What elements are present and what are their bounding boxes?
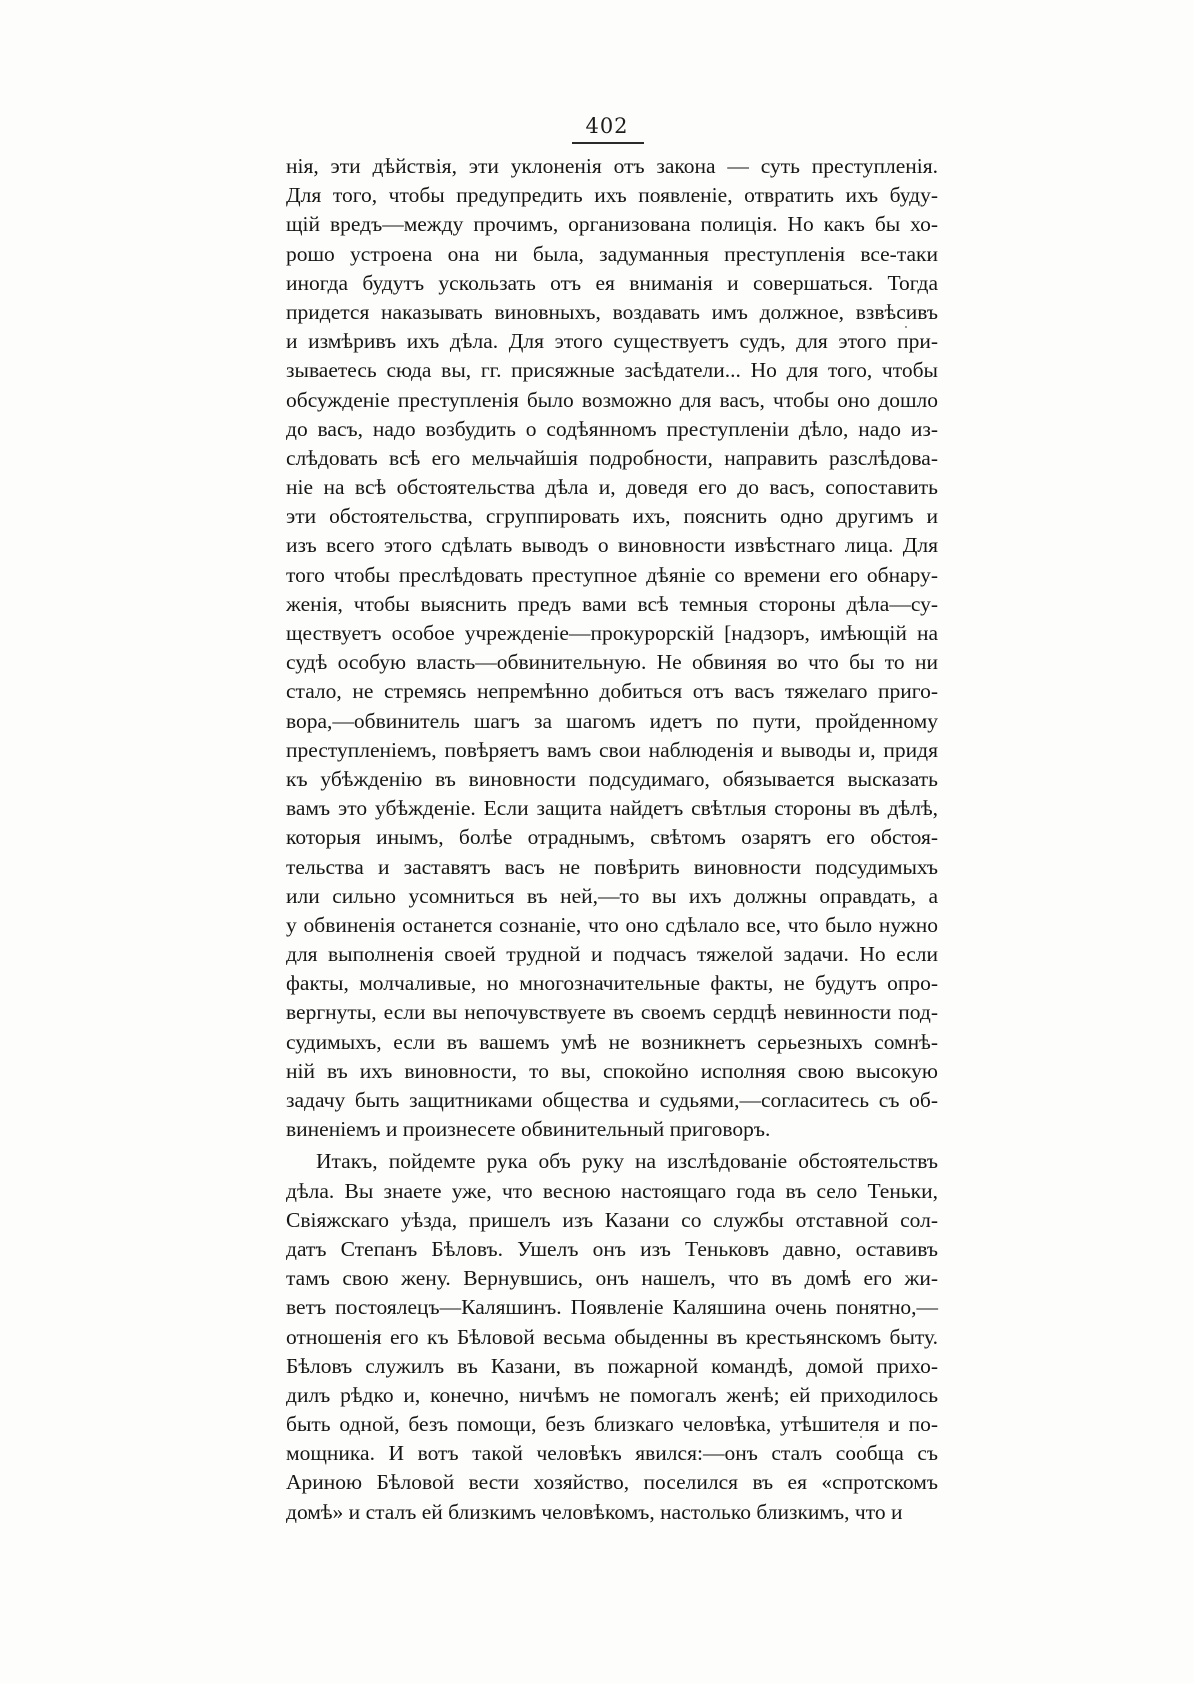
text-line: ній въ ихъ виновности, то вы, спокойно исполняя свою высокую: [286, 1058, 938, 1083]
text-line: отношенія его къ Бѣловой весьма обыденны въ крестьянскомъ быту.: [286, 1324, 938, 1349]
scan-speck: [905, 326, 907, 328]
text-line: или сильно усомниться въ ней,—то вы ихъ должны оправдать, а: [286, 883, 938, 908]
text-line: быть одной, безъ помощи, безъ близкаго человѣка, утѣшителя и по-: [286, 1412, 938, 1437]
text-line: ществуетъ особое учрежденіе—прокурорскій [надзоръ, имѣющій на: [286, 621, 938, 645]
paragraph: [286, 152, 938, 1144]
text-line: ніе на всѣ обстоятельства дѣла и, доведя его до васъ, сопоставить: [286, 475, 938, 500]
text-line: Свіяжскаго уѣзда, пришелъ изъ Казани со службы отставной сол-: [286, 1207, 938, 1232]
text-line: эти обстоятельства, сгруппировать ихъ, пояснить одно другимъ и: [286, 504, 938, 529]
text-line: мощника. И вотъ такой человѣкъ явился:—онъ сталъ сообща съ: [286, 1441, 938, 1466]
text-line: ветъ постоялецъ—Каляшинъ. Появленіе Каляшина очень понятно,—: [286, 1295, 938, 1320]
text-line: факты, молчаливые, но многозначительные факты, не будутъ опро-: [286, 971, 938, 996]
text-line: стало, не стремясь непремѣнно добиться отъ васъ тяжелаго приго-: [286, 679, 938, 704]
text-line: зываетесь сюда вы, гг. присяжные засѣдатели... Но для того, чтобы: [286, 358, 938, 383]
text-line: виненіемъ и произнесете обвинительный приговоръ.: [286, 1117, 771, 1142]
text-line: женія, чтобы выяснить предъ вами всѣ темныя стороны дѣла—су-: [286, 591, 938, 616]
text-line: щій вредъ—между прочимъ, организована полиція. Но какъ бы хо-: [286, 212, 938, 237]
text-line: того чтобы преслѣдовать преступное дѣяніе со времени его обнару-: [286, 562, 938, 587]
text-line: до васъ, надо возбудить о содѣянномъ преступленіи дѣло, надо из-: [286, 416, 938, 441]
text-line: которыя инымъ, болѣе отраднымъ, свѣтомъ озарятъ его обстоя-: [286, 825, 938, 850]
text-line: нія, эти дѣйствія, эти уклоненія отъ закона — суть преступленія.: [286, 154, 938, 178]
text-line: рошо устроена она ни была, задуманныя преступленія все-таки: [286, 241, 938, 266]
text-line: преступленіемъ, повѣряетъ вамъ свои наблюденія и выводы и, придя: [286, 737, 938, 762]
text-line: иногда будутъ ускользать отъ ея вниманія и совершаться. Тогда: [286, 270, 938, 295]
text-line: дилъ рѣдко и, конечно, ничѣмъ не помогалъ женѣ; ей приходилось: [286, 1382, 938, 1407]
page-number-rule: [572, 142, 644, 144]
paragraph: [286, 1147, 938, 1526]
text-line: вергнуты, если вы непочувствуете въ своемъ сердцѣ невинности под-: [286, 1000, 938, 1025]
text-line: для выполненія своей трудной и подчасъ тяжелой задачи. Но если: [286, 942, 938, 967]
scan-speck: [860, 1436, 862, 1438]
text-line: Итакъ, пойдемте рука объ руку на изслѣдованіе обстоятельствъ: [316, 1149, 938, 1174]
text-line: датъ Степанъ Бѣловъ. Ушелъ онъ изъ Теньковъ давно, оставивъ: [286, 1236, 938, 1261]
text-line: тельства и заставятъ васъ не повѣрить виновности подсудимыхъ: [286, 854, 938, 879]
text-line: у обвиненія останется сознаніе, что оно сдѣлало все, что было нужно: [286, 912, 938, 937]
text-line: и измѣривъ ихъ дѣла. Для этого существуетъ судъ, для этого при-: [286, 329, 938, 354]
body-text: [286, 152, 938, 1527]
text-line: Для того, чтобы предупредить ихъ появленіе, отвратить ихъ буду-: [286, 183, 938, 208]
text-line: Ариною Бѣловой вести хозяйство, поселился въ ея «спротскомъ: [286, 1470, 938, 1495]
text-line: судимыхъ, если въ вашемъ умѣ не возникнетъ серьезныхъ сомнѣ-: [286, 1029, 938, 1054]
text-line: дѣла. Вы знаете уже, что весною настоящаго года въ село Теньки,: [286, 1178, 938, 1203]
text-line: Бѣловъ служилъ въ Казани, въ пожарной командѣ, домой прихо-: [286, 1353, 938, 1378]
text-line: тамъ свою жену. Вернувшись, онъ нашелъ, что въ домѣ его жи-: [286, 1266, 938, 1291]
text-line: изъ всего этого сдѣлать выводъ о виновности извѣстнаго лица. Для: [286, 533, 938, 558]
text-line: придется наказывать виновныхъ, воздавать имъ должное, взвѣсивъ: [286, 299, 938, 324]
text-line: домѣ» и сталъ ей близкимъ человѣкомъ, настолько близкимъ, что и: [286, 1499, 903, 1524]
page-number: 402: [585, 114, 629, 138]
text-line: обсужденіе преступленія было возможно для васъ, чтобы оно дошло: [286, 387, 938, 412]
text-line: къ убѣжденію въ виновности подсудимаго, обязывается высказать: [286, 766, 938, 791]
text-line: вамъ это убѣжденіе. Если защита найдетъ свѣтлыя стороны въ дѣлѣ,: [286, 796, 938, 821]
text-line: вора,—обвинитель шагъ за шагомъ идетъ по пути, пройденному: [286, 708, 938, 733]
text-line: судѣ особую власть—обвинительную. Не обвиняя во что бы то ни: [286, 650, 938, 675]
text-line: задачу быть защитниками общества и судьями,—согласитесь съ об-: [286, 1088, 938, 1112]
text-line: слѣдовать всѣ его мельчайшія подробности, направить разслѣдова-: [286, 445, 938, 470]
